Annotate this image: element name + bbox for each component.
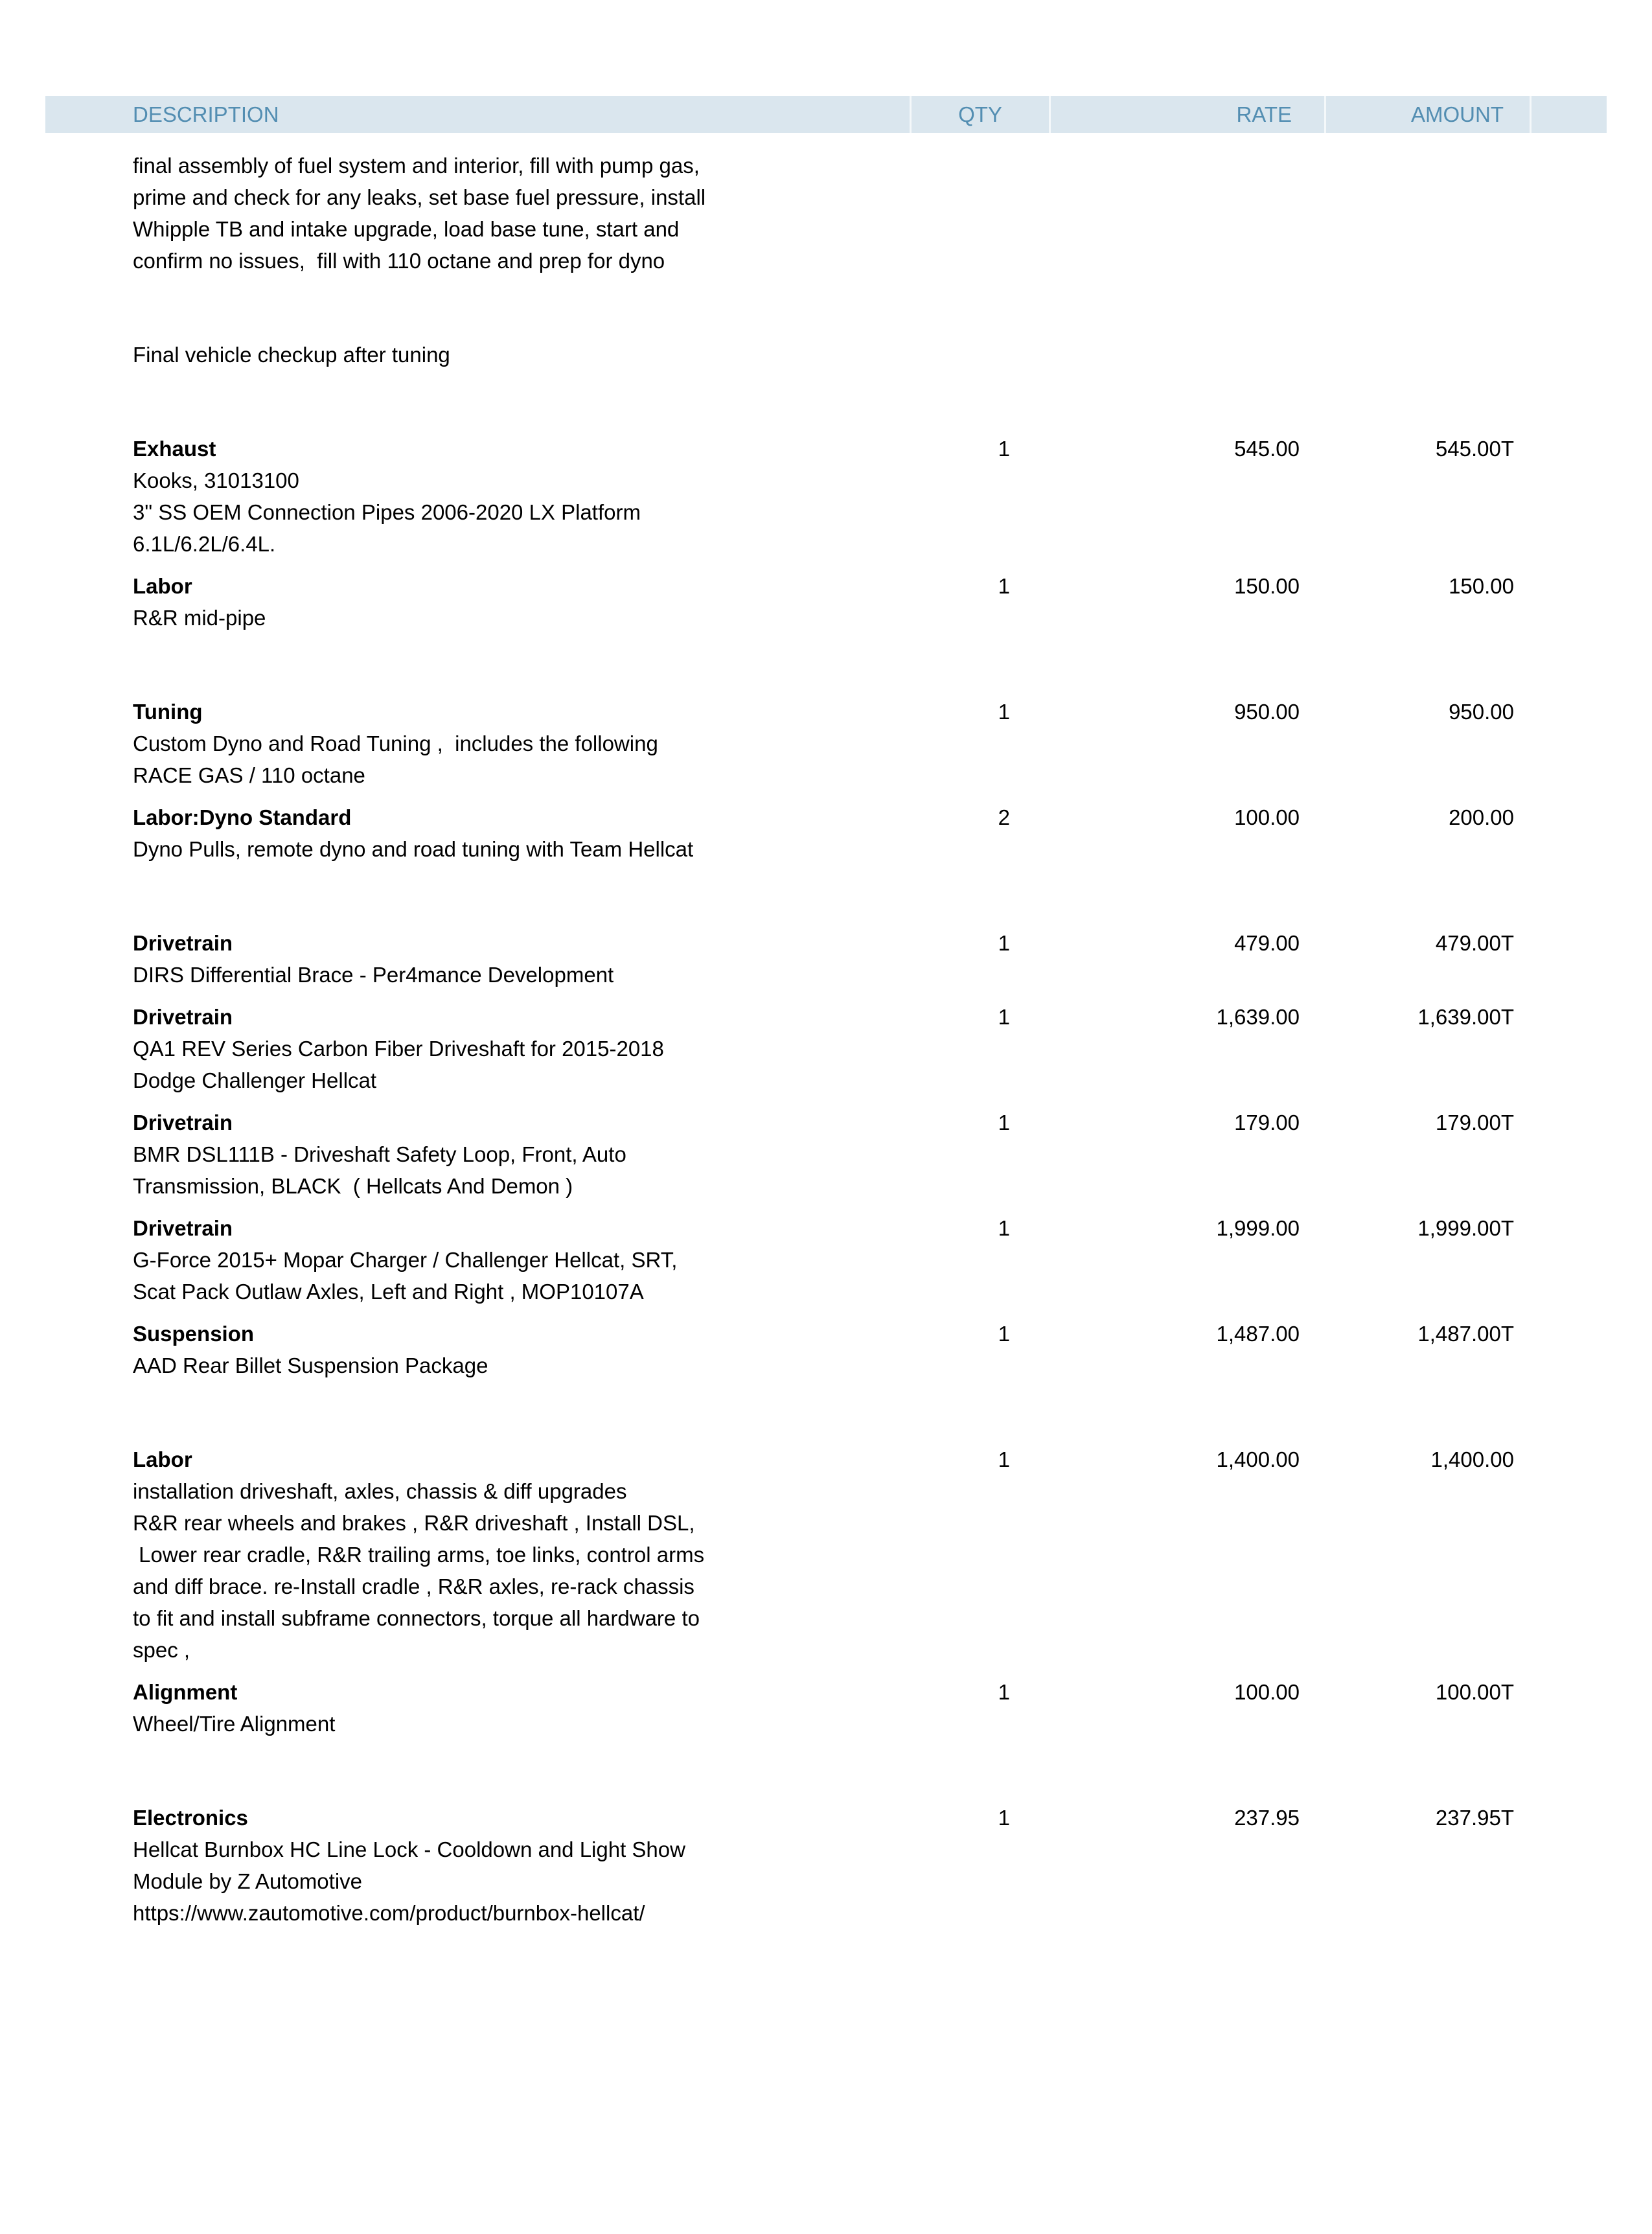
item-description-line: Module by Z Automotive: [133, 1869, 363, 1893]
item-rate: 545.00: [1234, 437, 1300, 461]
item-qty: 1: [998, 1680, 1010, 1704]
item-name: Drivetrain: [133, 1216, 233, 1240]
item-description-line: Transmission, BLACK ( Hellcats And Demon ): [133, 1174, 573, 1198]
item-rate: 150.00: [1234, 574, 1300, 598]
item-desc: [133, 1708, 910, 1740]
item-name: Electronics: [133, 1806, 248, 1830]
line-item-row: [45, 1318, 1607, 1381]
item-qty: 1: [998, 700, 1010, 724]
table-header-row: [45, 96, 1607, 133]
item-desc: [133, 1834, 910, 1929]
item-description-line: confirm no issues, fill with 110 octane and prep for dyno: [133, 249, 665, 273]
item-description-line: Dyno Pulls, remote dyno and road tuning with Team Hellcat: [133, 837, 694, 861]
item-amount: 1,999.00T: [1417, 1216, 1514, 1240]
item-rate: [1049, 150, 1324, 277]
item-description-cell: [45, 1107, 910, 1202]
line-item-row: [45, 1212, 1607, 1307]
item-description-cell: [45, 570, 910, 634]
item-description-cell: [45, 1676, 910, 1740]
item-rate: 1,487.00: [1216, 1322, 1300, 1346]
item-description-line: 3" SS OEM Connection Pipes 2006-2020 LX Platform: [133, 500, 641, 524]
item-desc: [133, 1244, 910, 1307]
line-item-row: [45, 1001, 1607, 1096]
item-qty: 1: [998, 437, 1010, 461]
item-desc: [133, 728, 910, 791]
item-name: Drivetrain: [133, 931, 233, 955]
item-description-line: to fit and install subframe connectors, torque all hardware to: [133, 1606, 700, 1630]
item-description-line: QA1 REV Series Carbon Fiber Driveshaft for 2015-2018: [133, 1037, 664, 1061]
item-qty: 1: [998, 1005, 1010, 1029]
item-name: Drivetrain: [133, 1111, 233, 1134]
item-rate: [1049, 339, 1324, 371]
item-qty: 1: [998, 931, 1010, 955]
item-name: Alignment: [133, 1680, 238, 1704]
item-amount: 1,639.00T: [1417, 1005, 1514, 1029]
item-desc: [133, 959, 910, 991]
item-amount: 545.00T: [1435, 437, 1514, 461]
item-description-line: spec ,: [133, 1638, 190, 1662]
item-rate: 179.00: [1234, 1111, 1300, 1134]
item-rate: 1,639.00: [1216, 1005, 1300, 1029]
item-amount: [1324, 150, 1532, 277]
item-description-line: Wheel/Tire Alignment: [133, 1712, 336, 1736]
item-description-cell: [45, 1318, 910, 1381]
item-description-line: Custom Dyno and Road Tuning , includes the following: [133, 731, 658, 755]
column-header-rate: RATE: [1049, 96, 1324, 133]
item-description-line: https://www.zautomotive.com/product/burnbox-hellcat/: [133, 1901, 645, 1925]
item-qty: 1: [998, 1322, 1010, 1346]
item-description-line: R&R rear wheels and brakes , R&R driveshaft , Install DSL,: [133, 1511, 695, 1535]
item-rate: 1,999.00: [1216, 1216, 1300, 1240]
item-description-cell: [45, 1802, 910, 1929]
item-desc: [133, 833, 910, 865]
item-amount: 200.00: [1449, 805, 1514, 829]
item-name: Tuning: [133, 700, 203, 724]
item-description-cell: [45, 801, 910, 865]
item-name: Labor:Dyno Standard: [133, 805, 352, 829]
item-rate: 1,400.00: [1216, 1447, 1300, 1471]
item-amount: 1,400.00: [1430, 1447, 1514, 1471]
item-description-line: DIRS Differential Brace - Per4mance Development: [133, 963, 614, 987]
item-description-line: AAD Rear Billet Suspension Package: [133, 1353, 488, 1377]
line-item-row: [45, 801, 1607, 865]
item-qty: 2: [998, 805, 1010, 829]
item-description-cell: [45, 339, 910, 371]
item-amount: 1,487.00T: [1417, 1322, 1514, 1346]
item-desc: [133, 1350, 910, 1381]
line-item-row: [45, 1676, 1607, 1740]
item-qty: 1: [998, 574, 1010, 598]
item-desc: [133, 1033, 910, 1096]
line-item-row: [45, 1802, 1607, 1929]
item-qty: 1: [998, 1111, 1010, 1134]
line-item-row: [45, 570, 1607, 634]
item-description-line: Dodge Challenger Hellcat: [133, 1068, 377, 1092]
item-amount: 479.00T: [1435, 931, 1514, 955]
item-description-line: RACE GAS / 110 octane: [133, 763, 365, 787]
line-item-row: [45, 927, 1607, 991]
line-item-row: [45, 150, 1607, 277]
item-description-cell: [45, 150, 910, 277]
item-desc: [133, 465, 910, 560]
item-description-line: prime and check for any leaks, set base fuel pressure, install: [133, 185, 706, 209]
item-rate: 950.00: [1234, 700, 1300, 724]
item-description-line: Scat Pack Outlaw Axles, Left and Right , MOP10107A: [133, 1280, 644, 1304]
item-description-line: Hellcat Burnbox HC Line Lock - Cooldown and Light Show: [133, 1837, 685, 1861]
item-description-cell: [45, 1212, 910, 1307]
item-qty: 1: [998, 1447, 1010, 1471]
item-description-line: 6.1L/6.2L/6.4L.: [133, 532, 276, 556]
item-description-line: Whipple TB and intake upgrade, load base tune, start and: [133, 217, 680, 241]
column-header-description: DESCRIPTION: [133, 102, 279, 126]
column-header-qty: QTY: [910, 96, 1049, 133]
item-amount: 150.00: [1449, 574, 1514, 598]
item-description-line: final assembly of fuel system and interior, fill with pump gas,: [133, 154, 700, 178]
item-desc: [133, 602, 910, 634]
item-desc: [133, 339, 910, 371]
line-item-row: [45, 339, 1607, 371]
item-desc: [133, 150, 910, 277]
line-item-row: [45, 1444, 1607, 1666]
item-description-cell: [45, 927, 910, 991]
item-description-line: Final vehicle checkup after tuning: [133, 343, 450, 367]
invoice-page: [0, 96, 1652, 2234]
item-name: Drivetrain: [133, 1005, 233, 1029]
item-description-line: R&R mid-pipe: [133, 606, 266, 630]
item-rate: 100.00: [1234, 1680, 1300, 1704]
item-qty: 1: [998, 1806, 1010, 1830]
item-amount: 179.00T: [1435, 1111, 1514, 1134]
item-description-line: G-Force 2015+ Mopar Charger / Challenger Hellcat, SRT,: [133, 1248, 678, 1272]
item-description-cell: [45, 433, 910, 560]
item-description-cell: [45, 1001, 910, 1096]
item-description-line: and diff brace. re-Install cradle , R&R axles, re-rack chassis: [133, 1574, 694, 1598]
item-qty: [910, 150, 1049, 277]
item-description-cell: [45, 696, 910, 791]
item-name: Suspension: [133, 1322, 255, 1346]
item-amount: [1324, 339, 1532, 371]
item-description-line: installation driveshaft, axles, chassis & diff upgrades: [133, 1479, 627, 1503]
item-name: Exhaust: [133, 437, 216, 461]
item-name: Labor: [133, 1447, 192, 1471]
line-items: [0, 133, 1652, 1929]
item-qty: [910, 339, 1049, 371]
item-rate: 479.00: [1234, 931, 1300, 955]
item-qty: 1: [998, 1216, 1010, 1240]
item-description-line: Lower rear cradle, R&R trailing arms, toe links, control arms: [133, 1543, 705, 1567]
item-desc: [133, 1475, 910, 1666]
item-description-line: Kooks, 31013100: [133, 468, 299, 492]
line-item-row: [45, 1107, 1607, 1202]
item-description-cell: [45, 1444, 910, 1666]
item-name: Labor: [133, 574, 192, 598]
item-amount: 100.00T: [1435, 1680, 1514, 1704]
item-desc: [133, 1138, 910, 1202]
item-rate: 237.95: [1234, 1806, 1300, 1830]
item-amount: 237.95T: [1435, 1806, 1514, 1830]
item-rate: 100.00: [1234, 805, 1300, 829]
column-header-amount: AMOUNT: [1324, 96, 1532, 133]
item-description-line: BMR DSL111B - Driveshaft Safety Loop, Front, Auto: [133, 1142, 626, 1166]
item-amount: 950.00: [1449, 700, 1514, 724]
line-item-row: [45, 433, 1607, 560]
line-item-row: [45, 696, 1607, 791]
